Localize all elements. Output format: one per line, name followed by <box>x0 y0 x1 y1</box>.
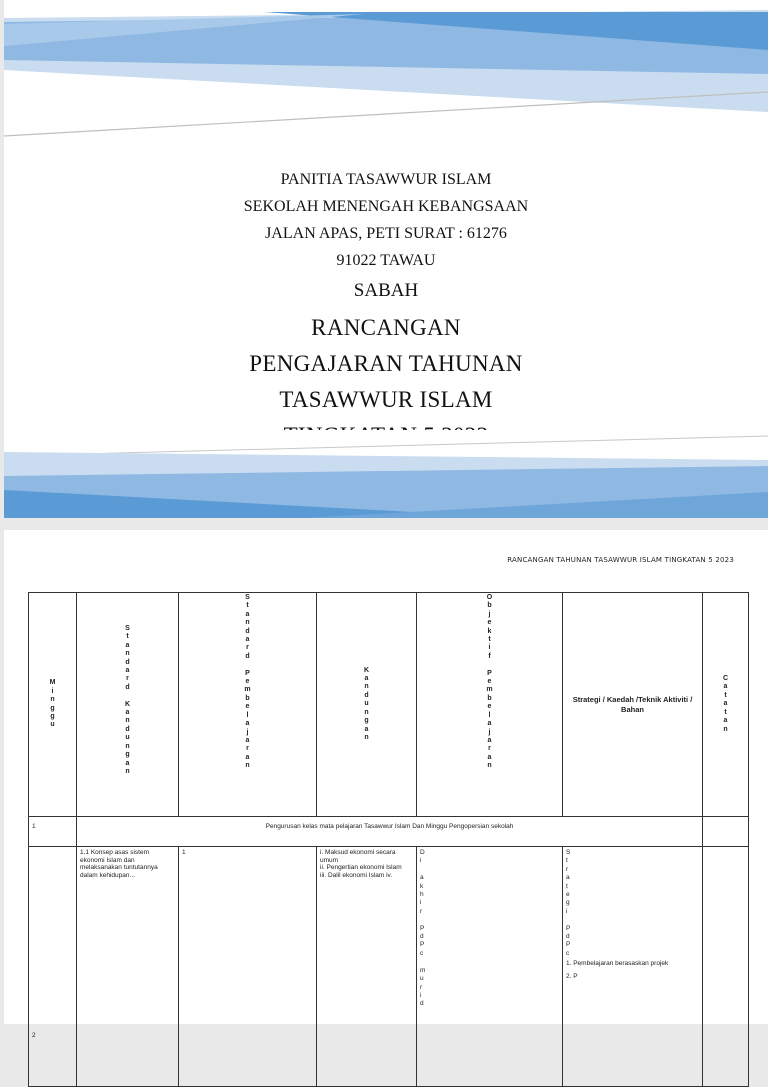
header-standard-pembelajaran <box>179 593 317 817</box>
strategi-item: 2. P <box>566 972 578 980</box>
header-strategi <box>563 593 703 817</box>
rpt-table <box>28 592 749 1087</box>
row2-standard-pembelajaran: 1 <box>179 847 317 1087</box>
header-standard-pembelajaran-text: S t a n d a r d P e m b e l a j a r a n <box>244 594 251 770</box>
row2-standard-kandungan: 1.1 Konsep asas sistem ekonomi Islam dan melaksanakan tuntutannya dalam kehidupan... <box>77 847 179 1087</box>
row2-strategi <box>563 847 703 1087</box>
table-row <box>29 847 749 1087</box>
title-line-3: TASAWWUR ISLAM <box>279 387 493 412</box>
header-kandungan-text: K a n d u n g a n <box>363 666 370 741</box>
cover-top-decoration <box>4 0 768 150</box>
row2-minggu: 2 <box>29 847 77 1087</box>
header-catatan <box>703 593 749 817</box>
cover-title-area <box>4 166 768 430</box>
org-line-4: 91022 TAWAU <box>336 252 436 269</box>
header-strategi-text: Strategi / Kaedah /Teknik Aktiviti / Bahan <box>572 694 693 714</box>
state-line: SABAH <box>353 280 419 301</box>
org-line-3: JALAN APAS, PETI SURAT : 61276 <box>265 225 507 242</box>
org-line-2: SEKOLAH MENENGAH KEBANGSAAN <box>243 198 529 215</box>
kandungan-item: iii. Dalil ekonomi Islam iv. <box>320 871 393 879</box>
header-standard-kandungan-text: S t a n d a r d K a n d u n g a n <box>124 625 131 775</box>
cover-page <box>4 0 768 518</box>
kandungan-item: i. Maksud ekonomi secara umum <box>320 849 396 864</box>
header-minggu <box>29 593 77 817</box>
header-row <box>29 593 749 817</box>
org-line-1: PANITIA TASAWWUR ISLAM <box>280 171 492 188</box>
header-catatan-text: C a t a t a n <box>722 675 729 733</box>
row2-strategi-vertical: S t r a t e g i P d P c <box>566 849 571 957</box>
header-standard-kandungan <box>77 593 179 817</box>
strategi-item: 1. Pembelajaran berasaskan projek <box>566 960 669 968</box>
cover-bottom-decoration <box>4 430 768 518</box>
row2-kandungan <box>317 847 417 1087</box>
header-minggu-text: M i n g g u <box>49 679 56 729</box>
table-row <box>29 817 749 847</box>
title-line-2: PENGAJARAN TAHUNAN <box>249 351 523 376</box>
row2-catatan <box>703 847 749 1087</box>
kandungan-item: ii. Pengertian ekonomi Islam <box>320 864 402 872</box>
row1-minggu: 1 <box>29 817 77 847</box>
plan-table-page <box>4 530 768 1040</box>
row2-objektif: D i a k h i r P d P c m u r i d <box>417 847 563 1087</box>
row1-catatan <box>703 817 749 847</box>
title-line-1: RANCANGAN <box>311 315 461 340</box>
header-kandungan <box>317 593 417 817</box>
header-objektif <box>417 593 563 817</box>
running-header: RANCANGAN TAHUNAN TASAWWUR ISLAM TINGKATAN 5 2023 <box>507 556 734 564</box>
header-objektif-text: O b j e k t i f P e m b e l a j a r a n <box>486 594 493 770</box>
row1-note: Pengurusan kelas mata pelajaran Tasawwur Islam Dan Minggu Pengopersian sekolah <box>77 817 703 847</box>
